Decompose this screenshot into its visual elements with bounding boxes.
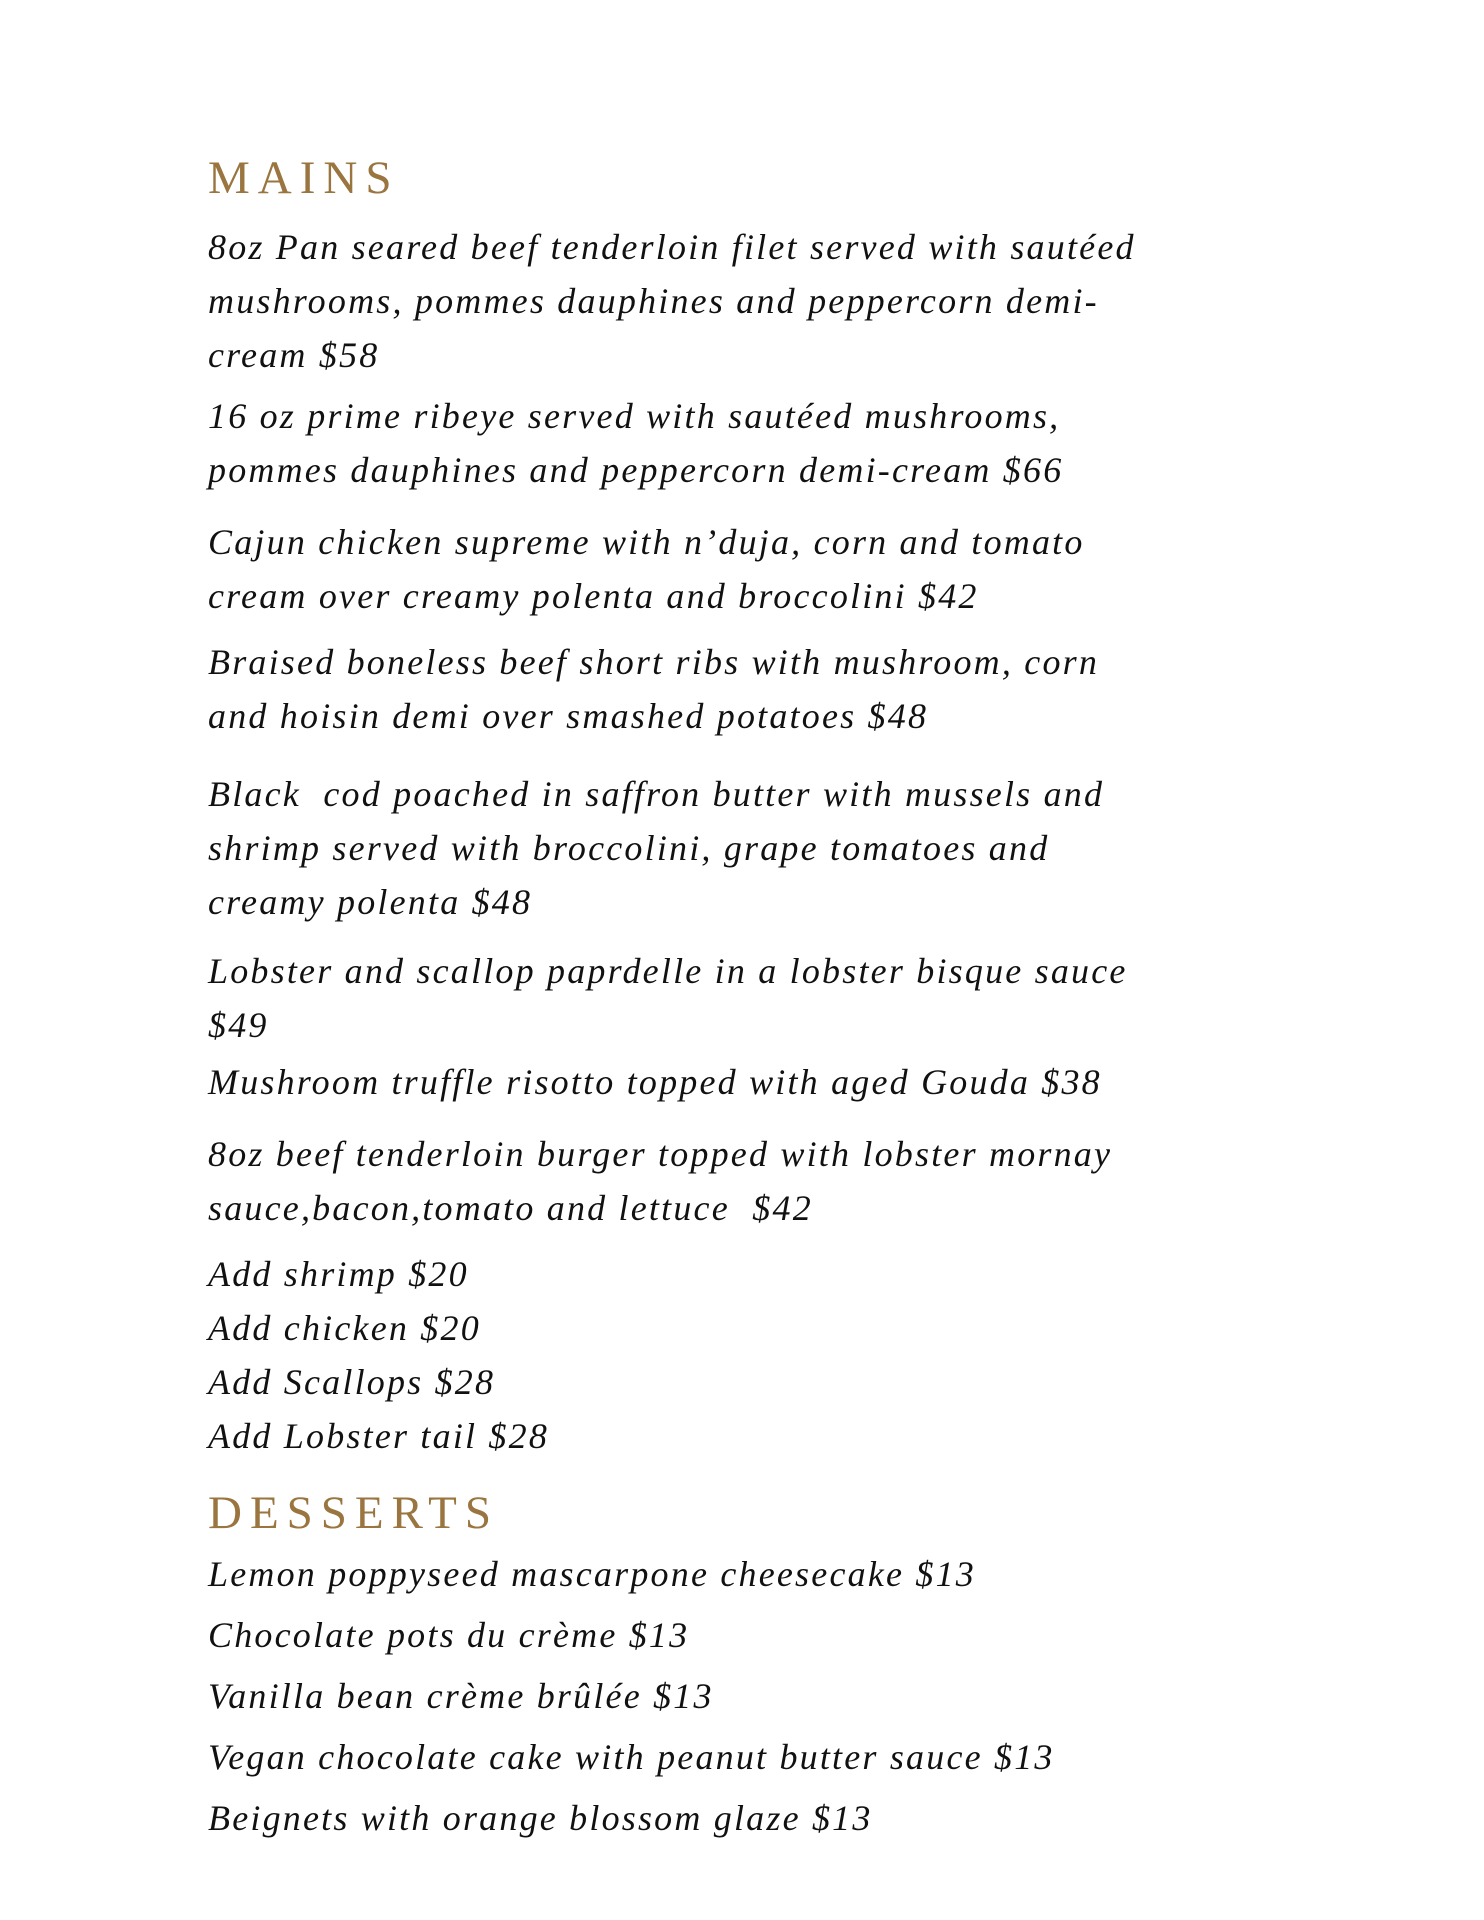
item-line: Mushroom truffle risotto topped with aged Gouda $38 — [208, 1062, 1102, 1102]
mains-addons — [208, 1247, 549, 1463]
item-line: Lobster and scallop paprdelle in a lobster bisque sauce — [208, 951, 1128, 991]
mains-item-cajun-chicken — [208, 515, 1085, 623]
dessert-item — [208, 1669, 714, 1723]
dessert-item — [208, 1547, 976, 1601]
addon-shrimp: Add shrimp $20 — [208, 1254, 469, 1294]
mains-item-short-ribs — [208, 635, 1099, 743]
item-line: 16 oz prime ribeye served with sautéed mushrooms, — [208, 396, 1061, 436]
item-line: mushrooms, pommes dauphines and peppercorn demi- — [208, 281, 1099, 321]
item-line: shrimp served with broccolini, grape tomatoes and — [208, 828, 1050, 868]
dessert-item — [208, 1730, 1055, 1784]
dessert-pots-du-creme: Chocolate pots du crème $13 — [208, 1615, 690, 1655]
mains-item-risotto — [208, 1055, 1102, 1109]
addon-chicken: Add chicken $20 — [208, 1308, 481, 1348]
item-line: Braised boneless beef short ribs with mushroom, corn — [208, 642, 1100, 682]
mains-item-filet — [208, 220, 1136, 382]
item-line: 8oz beef tenderloin burger topped with lobster mornay — [208, 1134, 1113, 1174]
item-line: Black cod poached in saffron butter with mussels and — [208, 774, 1105, 814]
dessert-vegan-chocolate-cake: Vegan chocolate cake with peanut butter sauce $13 — [208, 1737, 1055, 1777]
item-line: cream $58 — [208, 335, 380, 375]
item-line: pommes dauphines and peppercorn demi-cream $66 — [208, 450, 1064, 490]
addon-lobster-tail: Add Lobster tail $28 — [208, 1416, 550, 1456]
mains-item-black-cod — [208, 767, 1104, 929]
mains-item-ribeye — [208, 389, 1063, 497]
mains-item-lobster-pappardelle — [208, 944, 1128, 1052]
mains-item-burger — [208, 1127, 1112, 1235]
dessert-creme-brulee: Vanilla bean crème brûlée $13 — [208, 1676, 714, 1716]
dessert-item — [208, 1608, 689, 1662]
item-line: creamy polenta $48 — [208, 882, 533, 922]
item-line: $49 — [208, 1005, 269, 1045]
item-line: Cajun chicken supreme with n’duja, corn and tomato — [208, 522, 1085, 562]
item-line: and hoisin demi over smashed potatoes $48 — [208, 696, 929, 736]
addon-scallops: Add Scallops $28 — [208, 1362, 496, 1402]
item-line: sauce,bacon,tomato and lettuce $42 — [208, 1188, 813, 1228]
desserts-heading: DESSERTS — [208, 1487, 500, 1539]
mains-heading: MAINS — [208, 152, 400, 204]
item-line: 8oz Pan seared beef tenderloin filet served with sautéed — [208, 227, 1136, 267]
item-line: cream over creamy polenta and broccolini $42 — [208, 576, 979, 616]
dessert-beignets: Beignets with orange blossom glaze $13 — [208, 1798, 873, 1838]
dessert-item — [208, 1791, 873, 1845]
dessert-cheesecake: Lemon poppyseed mascarpone cheesecake $13 — [208, 1554, 976, 1594]
